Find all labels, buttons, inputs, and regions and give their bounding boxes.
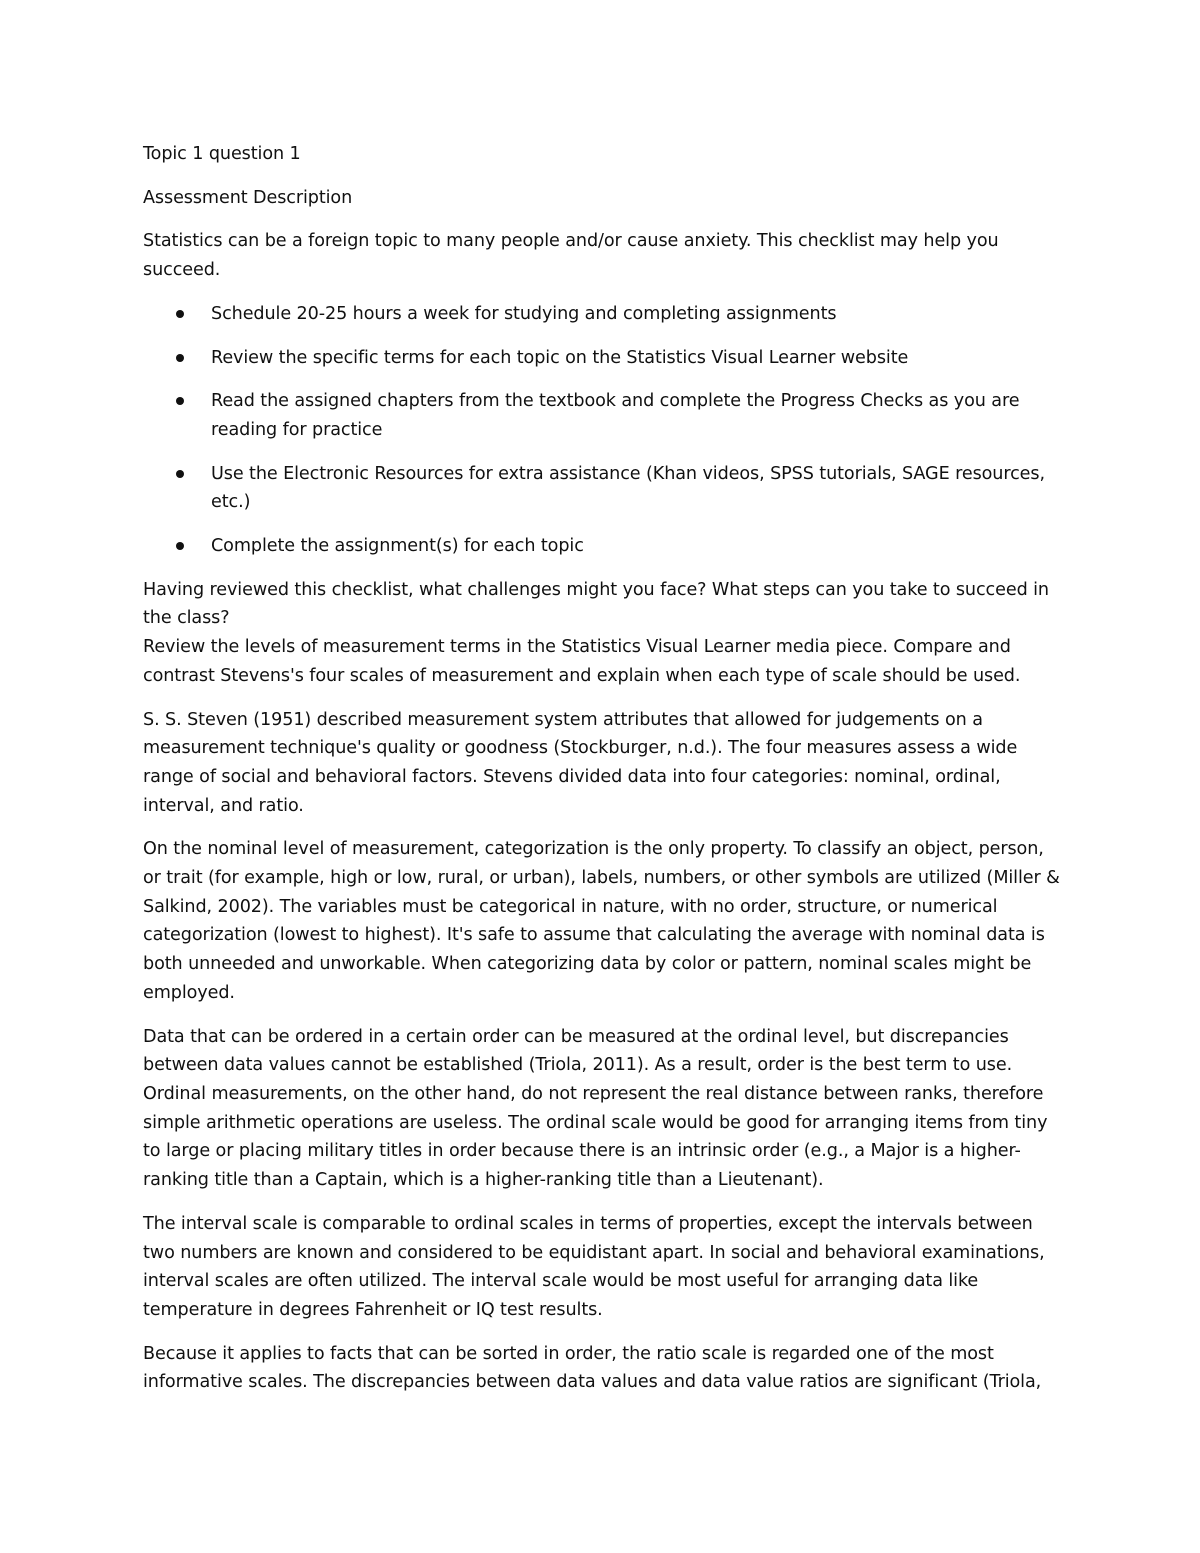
checklist-item-text: Read the assigned chapters from the textbook and complete the Progress Checks as you are reading for practice [211, 391, 1020, 440]
checklist-item-text: Schedule 20-25 hours a week for studying and completing assignments [211, 303, 837, 324]
answer-paragraph: S. S. Steven (1951) described measurement system attributes that allowed for judgements on a measurement technique's quality or goodness (Stockburger, n.d.). The four measures assess a wide range of social and behavioral factors. Stevens divided data into four categories: nominal, ordinal, interval, and ratio. [143, 709, 1018, 816]
checklist-item [143, 300, 1063, 329]
checklist-item-text: Review the specific terms for each topic on the Statistics Visual Learner website [211, 347, 909, 368]
checklist-item [143, 344, 1063, 373]
bullet-icon [176, 542, 184, 550]
checklist-item-text: Use the Electronic Resources for extra assistance (Khan videos, SPSS tutorials, SAGE resources, etc.) [211, 463, 1045, 513]
checklist-item [143, 460, 1063, 517]
intro-paragraph: Statistics can be a foreign topic to many people and/or cause anxiety. This checklist may help you succeed. [143, 231, 999, 281]
bullet-icon [176, 310, 184, 318]
answer-paragraph: On the nominal level of measurement, categorization is the only property. To classify an object, person, or trait (for example, high or low, rural, or urban), labels, numbers, or other symbols are utilized (Miller & Salkind, 2002). The variables must be categorical in nature, with no order, structure, or numerical categorization (lowest to highest). It's safe to assume that calculating the average with nominal data is both unneeded and unworkable. When categorizing data by color or pattern, nominal scales might be employed. [143, 839, 1060, 1003]
document-page [143, 140, 1063, 1412]
document-title: Topic 1 question 1 [143, 144, 301, 164]
section-heading: Assessment Description [143, 187, 353, 208]
question-1: Having reviewed this checklist, what challenges might you face? What steps can you take to succeed in the class? [143, 579, 1049, 629]
checklist-item [143, 387, 1063, 444]
bullet-icon [176, 397, 184, 405]
bullet-icon [176, 470, 184, 478]
bullet-icon [176, 354, 184, 362]
answer-paragraph: The interval scale is comparable to ordinal scales in terms of properties, except the intervals between two numbers are known and considered to be equidistant apart. In social and behavioral examinations, interval scales are often utilized. The interval scale would be most useful for arranging data like temperature in degrees Fahrenheit or IQ test results. [143, 1213, 1045, 1320]
answer-paragraph: Data that can be ordered in a certain order can be measured at the ordinal level, but discrepancies between data values cannot be established (Triola, 2011). As a result, order is the best term to use. Ordinal measurements, on the other hand, do not represent the real distance between ranks, therefore simple arithmetic operations are useless. The ordinal scale would be good for arranging items from tiny to large or placing military titles in order because there is an intrinsic order (e.g., a Major is a higher-ranking title than a Captain, which is a higher-ranking title than a Lieutenant). [143, 1026, 1048, 1191]
checklist-item-text: Complete the assignment(s) for each topic [211, 536, 584, 557]
checklist [143, 300, 1063, 561]
answer-paragraph: Because it applies to facts that can be sorted in order, the ratio scale is regarded one of the most informative scales. The discrepancies between data values and data value ratios are significant (Triola, [143, 1343, 1042, 1393]
checklist-item [143, 532, 1063, 561]
question-2: Review the levels of measurement terms in the Statistics Visual Learner media piece. Compare and contrast Stevens's four scales of measurement and explain when each type of scale should be used. [143, 637, 1021, 686]
